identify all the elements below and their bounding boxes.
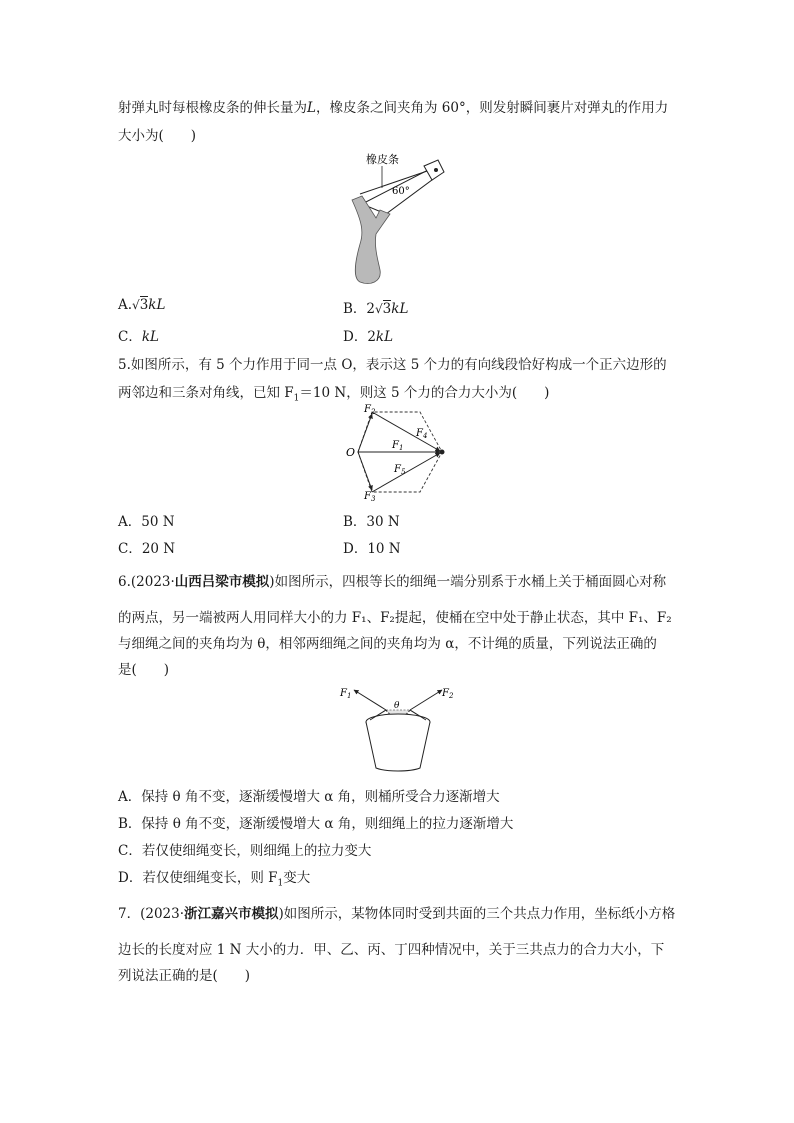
- q7-stem-line1: 7．(2023·浙江嘉兴市模拟)如图所示，某物体同时受到共面的三个共点力作用，坐标纸小方格: [118, 906, 676, 922]
- force-f1-arrow: [354, 690, 386, 710]
- q7-stem-line2: 边长的长度对应 1 N 大小的力．甲、乙、丙、丁四种情况中，关于三共点力的合力大小，下: [118, 942, 665, 958]
- force-f2-arrow: [410, 690, 442, 710]
- q6-stem-line4: 是( ): [118, 662, 170, 678]
- q4-stem-line1: 射弹丸时每根橡皮条的伸长量为L，橡皮条之间夹角为 60°，则发射瞬间裹片对弹丸的作用力: [118, 100, 669, 116]
- force-f2-arrow: [358, 414, 372, 452]
- hexagon-figure: [342, 404, 454, 503]
- f4-label: $F_4$: [416, 428, 428, 440]
- f1-label: $F_1$: [340, 688, 352, 700]
- q5-option-a[interactable]: A．50 N: [118, 514, 175, 530]
- rubber-band-label: 橡皮条: [366, 153, 399, 166]
- q7-stem-line3: 列说法正确的是( ): [118, 968, 251, 984]
- bucket-body: [366, 722, 430, 771]
- q4-option-d[interactable]: D．2kL: [343, 329, 394, 345]
- force-f4-arrow: [372, 412, 440, 451]
- q6-option-c[interactable]: C．若仅使细绳变长，则细绳上的拉力变大: [118, 843, 372, 859]
- theta-label: θ: [394, 701, 400, 711]
- q6-stem-line3: 与细绳之间的夹角均为 θ，相邻两细绳之间的夹角均为 α，不计绳的质量，下列说法正确的: [118, 636, 657, 652]
- f3-label: $F_3$: [364, 491, 376, 503]
- point-o-label: O: [346, 446, 356, 459]
- f2-label: $F_2$: [364, 404, 376, 416]
- q5-option-b[interactable]: B．30 N: [343, 514, 400, 530]
- angle-label: 60°: [392, 186, 410, 197]
- q5-stem-line1: 5.如图所示，有 5 个力作用于同一点 O，表示这 5 个力的有向线段恰好构成一个正六边形的: [118, 357, 667, 373]
- q6-option-a[interactable]: A．保持 θ 角不变，逐渐缓慢增大 α 角，则桶所受合力逐渐增大: [118, 789, 500, 805]
- q6-option-b[interactable]: B．保持 θ 角不变，逐渐缓慢增大 α 角，则细绳上的拉力逐渐增大: [118, 816, 514, 832]
- pellet-dot: [434, 168, 438, 172]
- q5-stem-line2: 两邻边和三条对角线，已知 $F_1=10$ N，则这 5 个力的合力大小为( ): [118, 385, 550, 404]
- q4-stem-line2: 大小为( ): [118, 128, 197, 144]
- q6-stem-line1: 6.(2023·山西吕梁市模拟)如图所示，四根等长的细绳一端分别系于水桶上关于桶面圆心对称: [118, 574, 667, 590]
- q6-option-d[interactable]: D．若仅使细绳变长，则 $F_1$变大: [118, 870, 311, 889]
- slingshot-figure: [340, 148, 450, 288]
- f1-label: $F_1$: [392, 440, 404, 452]
- f2-label: $F_2$: [442, 688, 454, 700]
- hexagon-vertex-dot: [440, 450, 445, 455]
- f5-label: $F_5$: [394, 464, 406, 476]
- q6-stem-line2: 的两点，另一端被两人用同样大小的力 F₁、F₂提起，使桶在空中处于静止状态，其中 F₁、F₂: [118, 610, 672, 626]
- force-f3-arrow: [358, 452, 372, 490]
- q5-option-c[interactable]: C．20 N: [118, 541, 176, 557]
- force-f5-arrow: [372, 453, 440, 492]
- q4-option-a[interactable]: A.√3kL: [118, 297, 166, 313]
- q4-option-c[interactable]: C．kL: [118, 329, 159, 345]
- bucket-figure: [338, 682, 462, 774]
- q5-option-d[interactable]: D．10 N: [343, 541, 401, 557]
- q4-option-b[interactable]: B．2√3kL: [343, 301, 409, 317]
